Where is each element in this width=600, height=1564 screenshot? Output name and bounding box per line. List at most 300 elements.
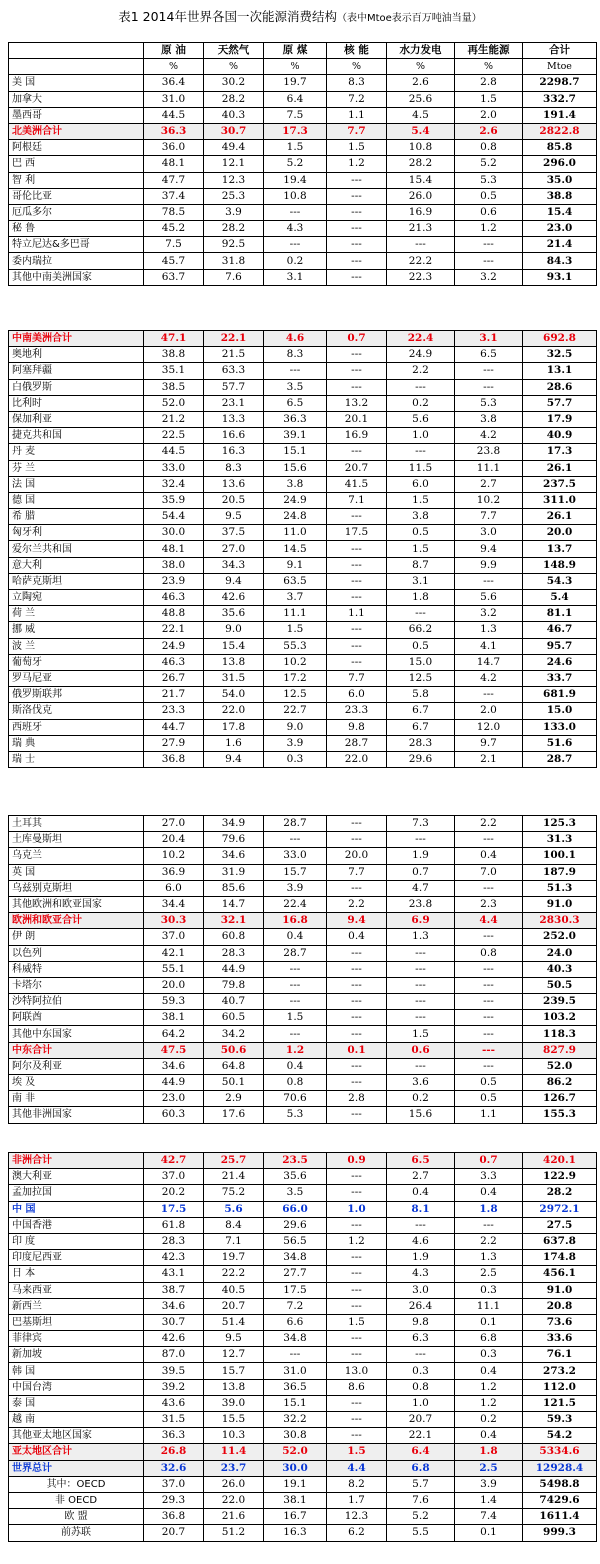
table-row (9, 347, 597, 363)
value-cell: --- (327, 1250, 387, 1266)
value-cell: 31.8 (204, 253, 264, 269)
value-cell: 3.3 (455, 1169, 523, 1185)
row-label: 瑞 士 (9, 751, 144, 767)
value-cell: 32.2 (264, 1412, 327, 1428)
value-cell: 12.1 (204, 156, 264, 172)
row-label: 阿联酋 (9, 1010, 144, 1026)
header-cell (9, 43, 144, 59)
value-cell: 34.9 (204, 816, 264, 832)
value-cell: 54.4 (144, 509, 204, 525)
value-cell: 14.7 (204, 896, 264, 912)
row-label: 菲律宾 (9, 1331, 144, 1347)
value-cell: 44.5 (144, 107, 204, 123)
value-cell: --- (327, 945, 387, 961)
total-cell: 125.3 (523, 816, 597, 832)
value-cell: 39.5 (144, 1363, 204, 1379)
row-label: 捷克共和国 (9, 428, 144, 444)
value-cell: --- (387, 237, 455, 253)
total-cell: 52.0 (523, 1058, 597, 1074)
total-cell: 420.1 (523, 1153, 597, 1169)
total-cell: 21.4 (523, 237, 597, 253)
row-label: 希 腊 (9, 509, 144, 525)
value-cell: 17.2 (264, 670, 327, 686)
header-cell: 原 煤 (264, 43, 327, 59)
table-block-europe (8, 330, 597, 768)
value-cell: 21.7 (144, 687, 204, 703)
row-label: 泰 国 (9, 1395, 144, 1411)
value-cell: --- (455, 880, 523, 896)
value-cell: --- (327, 444, 387, 460)
value-cell: 1.5 (387, 541, 455, 557)
value-cell: --- (455, 1010, 523, 1026)
header-cell: 原 油 (144, 43, 204, 59)
value-cell: --- (387, 606, 455, 622)
value-cell: 7.0 (455, 864, 523, 880)
value-cell: 40.7 (204, 994, 264, 1010)
value-cell: 7.4 (455, 1509, 523, 1525)
value-cell: 8.3 (204, 460, 264, 476)
value-cell: 0.8 (455, 140, 523, 156)
value-cell: 2.7 (387, 1169, 455, 1185)
total-cell: 28.6 (523, 379, 597, 395)
value-cell: 27.9 (144, 735, 204, 751)
value-cell: --- (264, 363, 327, 379)
value-cell: 2.9 (204, 1091, 264, 1107)
table-row (9, 670, 597, 686)
value-cell: 1.5 (327, 1314, 387, 1330)
value-cell: 26.7 (144, 670, 204, 686)
total-cell: 252.0 (523, 929, 597, 945)
value-cell: 12.5 (387, 670, 455, 686)
total-cell: 13.1 (523, 363, 597, 379)
table-row (9, 961, 597, 977)
value-cell: 20.1 (327, 411, 387, 427)
value-cell: 6.5 (387, 1153, 455, 1169)
table-row (9, 444, 597, 460)
table-row (9, 204, 597, 220)
total-row (9, 331, 597, 347)
value-cell: 20.7 (387, 1412, 455, 1428)
total-cell: 17.3 (523, 444, 597, 460)
value-cell: 0.7 (455, 1153, 523, 1169)
table-row (9, 1379, 597, 1395)
value-cell: 26.8 (144, 1444, 204, 1460)
total-cell: 86.2 (523, 1075, 597, 1091)
value-cell: 4.3 (387, 1266, 455, 1282)
value-cell: 61.8 (144, 1217, 204, 1233)
row-label: 巴 西 (9, 156, 144, 172)
table-row (9, 751, 597, 767)
value-cell: 8.3 (264, 347, 327, 363)
value-cell: 45.2 (144, 221, 204, 237)
value-cell: 78.5 (144, 204, 204, 220)
value-cell: 23.3 (144, 703, 204, 719)
value-cell: 9.4 (455, 541, 523, 557)
value-cell: 10.2 (264, 654, 327, 670)
value-cell: --- (327, 1185, 387, 1201)
total-cell: 54.3 (523, 573, 597, 589)
value-cell: 12.0 (455, 719, 523, 735)
value-cell: 31.0 (264, 1363, 327, 1379)
unit-cell: % (264, 59, 327, 75)
value-cell: 7.7 (327, 123, 387, 139)
header-cell: 天然气 (204, 43, 264, 59)
value-cell: 36.5 (264, 1379, 327, 1395)
value-cell: 6.0 (387, 476, 455, 492)
value-cell: 40.5 (204, 1282, 264, 1298)
total-cell: 103.2 (523, 1010, 597, 1026)
value-cell: 3.7 (264, 590, 327, 606)
row-label: 加拿大 (9, 91, 144, 107)
total-cell: 93.1 (523, 269, 597, 285)
table-row (9, 606, 597, 622)
row-label: 荷 兰 (9, 606, 144, 622)
value-cell: 11.4 (204, 1444, 264, 1460)
subtotal-row (9, 1492, 597, 1508)
header-cell: 再生能源 (455, 43, 523, 59)
value-cell: 32.1 (204, 913, 264, 929)
value-cell: --- (264, 237, 327, 253)
value-cell: --- (455, 687, 523, 703)
total-row (9, 913, 597, 929)
value-cell: --- (455, 977, 523, 993)
row-label: 白俄罗斯 (9, 379, 144, 395)
value-cell: --- (264, 961, 327, 977)
row-label: 丹 麦 (9, 444, 144, 460)
value-cell: 36.9 (144, 864, 204, 880)
value-cell: 0.5 (387, 638, 455, 654)
value-cell: 8.4 (204, 1217, 264, 1233)
table-row (9, 188, 597, 204)
value-cell: 22.0 (204, 1492, 264, 1508)
value-cell: 38.1 (264, 1492, 327, 1508)
value-cell: 1.4 (455, 1492, 523, 1508)
value-cell: 5.3 (455, 172, 523, 188)
total-cell: 31.3 (523, 832, 597, 848)
value-cell: 22.0 (327, 751, 387, 767)
table-row (9, 75, 597, 91)
row-label: 波 兰 (9, 638, 144, 654)
unit-cell: % (204, 59, 264, 75)
table-row (9, 687, 597, 703)
total-cell: 84.3 (523, 253, 597, 269)
value-cell: 36.3 (264, 411, 327, 427)
value-cell: --- (264, 832, 327, 848)
value-cell: 22.1 (204, 331, 264, 347)
value-cell: 24.9 (387, 347, 455, 363)
total-cell: 118.3 (523, 1026, 597, 1042)
total-cell: 73.6 (523, 1314, 597, 1330)
value-cell: 5.4 (387, 123, 455, 139)
value-cell: 4.2 (455, 670, 523, 686)
value-cell: 1.3 (455, 622, 523, 638)
value-cell: 16.7 (264, 1509, 327, 1525)
value-cell: 26.0 (204, 1476, 264, 1492)
value-cell: 36.3 (144, 123, 204, 139)
value-cell: 4.2 (455, 428, 523, 444)
value-cell: 79.6 (204, 832, 264, 848)
total-cell: 827.9 (523, 1042, 597, 1058)
value-cell: 25.6 (387, 91, 455, 107)
value-cell: --- (327, 1010, 387, 1026)
value-cell: 24.9 (264, 492, 327, 508)
total-cell: 191.4 (523, 107, 597, 123)
row-label: 沙特阿拉伯 (9, 994, 144, 1010)
table-row (9, 816, 597, 832)
row-label: 其他中南美洲国家 (9, 269, 144, 285)
total-cell: 17.9 (523, 411, 597, 427)
value-cell: --- (327, 172, 387, 188)
value-cell: 5.3 (264, 1107, 327, 1123)
row-label: 爱尔兰共和国 (9, 541, 144, 557)
row-label: 其他中东国家 (9, 1026, 144, 1042)
value-cell: 3.5 (264, 1185, 327, 1201)
total-cell: 5.4 (523, 590, 597, 606)
table-row (9, 1282, 597, 1298)
value-cell: 15.6 (387, 1107, 455, 1123)
value-cell: 15.0 (387, 654, 455, 670)
value-cell: 28.2 (204, 91, 264, 107)
value-cell: 34.6 (204, 848, 264, 864)
value-cell: 2.8 (455, 75, 523, 91)
value-cell: 7.7 (327, 864, 387, 880)
value-cell: 28.3 (204, 945, 264, 961)
value-cell: 0.1 (455, 1525, 523, 1541)
row-label: 厄瓜多尔 (9, 204, 144, 220)
value-cell: 42.3 (144, 1250, 204, 1266)
unit-cell: % (387, 59, 455, 75)
value-cell: --- (264, 1347, 327, 1363)
value-cell: 6.5 (455, 347, 523, 363)
total-cell: 999.3 (523, 1525, 597, 1541)
row-label: 中 国 (9, 1201, 144, 1217)
value-cell: 1.5 (387, 1026, 455, 1042)
value-cell: --- (387, 832, 455, 848)
value-cell: --- (327, 880, 387, 896)
value-cell: 43.6 (144, 1395, 204, 1411)
value-cell: 9.4 (327, 913, 387, 929)
value-cell: 19.7 (264, 75, 327, 91)
value-cell: 22.2 (387, 253, 455, 269)
unit-cell: % (455, 59, 523, 75)
row-label: 保加利亚 (9, 411, 144, 427)
value-cell: --- (327, 1075, 387, 1091)
value-cell: 3.0 (387, 1282, 455, 1298)
value-cell: 3.9 (204, 204, 264, 220)
value-cell: 20.7 (327, 460, 387, 476)
value-cell: 20.7 (144, 1525, 204, 1541)
value-cell: 2.2 (455, 1233, 523, 1249)
table-row (9, 719, 597, 735)
row-label: 斯洛伐克 (9, 703, 144, 719)
value-cell: 30.7 (144, 1314, 204, 1330)
value-cell: 43.1 (144, 1266, 204, 1282)
value-cell: 0.4 (327, 929, 387, 945)
value-cell: --- (455, 1026, 523, 1042)
value-cell: 0.9 (327, 1153, 387, 1169)
total-cell: 33.6 (523, 1331, 597, 1347)
value-cell: 11.1 (264, 606, 327, 622)
value-cell: 38.1 (144, 1010, 204, 1026)
value-cell: --- (455, 379, 523, 395)
table-row (9, 476, 597, 492)
value-cell: 0.2 (387, 395, 455, 411)
value-cell: --- (327, 1428, 387, 1444)
total-cell: 1611.4 (523, 1509, 597, 1525)
value-cell: 38.5 (144, 379, 204, 395)
value-cell: 6.6 (264, 1314, 327, 1330)
total-cell: 76.1 (523, 1347, 597, 1363)
value-cell: 7.7 (455, 509, 523, 525)
value-cell: 2.6 (455, 123, 523, 139)
value-cell: --- (327, 204, 387, 220)
row-label: 美 国 (9, 75, 144, 91)
value-cell: 35.9 (144, 492, 204, 508)
value-cell: --- (327, 1107, 387, 1123)
value-cell: 1.3 (455, 1250, 523, 1266)
value-cell: 6.3 (387, 1331, 455, 1347)
total-cell: 100.1 (523, 848, 597, 864)
value-cell: 85.6 (204, 880, 264, 896)
value-cell: 37.0 (144, 929, 204, 945)
table-row (9, 703, 597, 719)
value-cell: 28.3 (144, 1233, 204, 1249)
value-cell: 39.0 (204, 1395, 264, 1411)
value-cell: 15.6 (264, 460, 327, 476)
value-cell: 0.2 (387, 1091, 455, 1107)
total-cell: 24.0 (523, 945, 597, 961)
total-cell: 57.7 (523, 395, 597, 411)
value-cell: 28.7 (327, 735, 387, 751)
value-cell: 33.0 (144, 460, 204, 476)
value-cell: 1.9 (387, 848, 455, 864)
value-cell: 13.3 (204, 411, 264, 427)
row-label: 世界总计 (9, 1460, 144, 1476)
total-cell: 121.5 (523, 1395, 597, 1411)
value-cell: 17.8 (204, 719, 264, 735)
value-cell: 0.5 (387, 525, 455, 541)
value-cell: --- (327, 269, 387, 285)
total-cell: 33.7 (523, 670, 597, 686)
value-cell: 9.0 (204, 622, 264, 638)
table-row (9, 1233, 597, 1249)
value-cell: 13.0 (327, 1363, 387, 1379)
total-cell: 7429.6 (523, 1492, 597, 1508)
value-cell: --- (387, 1347, 455, 1363)
value-cell: --- (327, 237, 387, 253)
row-label: 马来西亚 (9, 1282, 144, 1298)
value-cell: 87.0 (144, 1347, 204, 1363)
value-cell: 0.5 (455, 1075, 523, 1091)
table-row (9, 1026, 597, 1042)
total-cell: 20.8 (523, 1298, 597, 1314)
value-cell: --- (327, 557, 387, 573)
row-label: 阿根廷 (9, 140, 144, 156)
value-cell: 3.1 (455, 331, 523, 347)
value-cell: 17.3 (264, 123, 327, 139)
value-cell: 21.6 (204, 1509, 264, 1525)
row-label: 比利时 (9, 395, 144, 411)
table-row (9, 1169, 597, 1185)
total-cell: 637.8 (523, 1233, 597, 1249)
table-row (9, 492, 597, 508)
value-cell: 66.0 (264, 1201, 327, 1217)
value-cell: 5.7 (387, 1476, 455, 1492)
value-cell: 36.8 (144, 751, 204, 767)
value-cell: --- (387, 444, 455, 460)
value-cell: --- (327, 1058, 387, 1074)
header-cell: 合计 (523, 43, 597, 59)
total-cell: 174.8 (523, 1250, 597, 1266)
row-label: 俄罗斯联邦 (9, 687, 144, 703)
value-cell: 2.2 (327, 896, 387, 912)
title-note: （表中Mtoe表示百万吨油当量） (336, 13, 482, 24)
value-cell: 13.6 (204, 476, 264, 492)
value-cell: 36.8 (144, 1509, 204, 1525)
table-row (9, 994, 597, 1010)
value-cell: 23.0 (144, 1091, 204, 1107)
value-cell: 7.5 (264, 107, 327, 123)
value-cell: 23.9 (144, 573, 204, 589)
row-label: 哈萨克斯坦 (9, 573, 144, 589)
value-cell: 22.4 (387, 331, 455, 347)
value-cell: 2.0 (455, 703, 523, 719)
value-cell: 1.5 (264, 1010, 327, 1026)
value-cell: 0.7 (387, 864, 455, 880)
value-cell: 30.8 (264, 1428, 327, 1444)
value-cell: 0.8 (387, 1379, 455, 1395)
table-row (9, 107, 597, 123)
value-cell: --- (455, 573, 523, 589)
value-cell: 63.5 (264, 573, 327, 589)
value-cell: 55.3 (264, 638, 327, 654)
table-row (9, 363, 597, 379)
value-cell: 34.4 (144, 896, 204, 912)
total-cell: 148.9 (523, 557, 597, 573)
value-cell: 2.7 (455, 476, 523, 492)
total-cell: 85.8 (523, 140, 597, 156)
value-cell: 54.0 (204, 687, 264, 703)
row-label: 哥伦比亚 (9, 188, 144, 204)
row-label: 非洲合计 (9, 1153, 144, 1169)
value-cell: 64.2 (144, 1026, 204, 1042)
value-cell: 1.1 (327, 107, 387, 123)
total-cell: 50.5 (523, 977, 597, 993)
value-cell: --- (327, 1347, 387, 1363)
value-cell: 13.8 (204, 1379, 264, 1395)
table-row (9, 1412, 597, 1428)
value-cell: 2.5 (455, 1460, 523, 1476)
value-cell: 26.0 (387, 188, 455, 204)
table-row (9, 1298, 597, 1314)
value-cell: 16.3 (264, 1525, 327, 1541)
unit-row (9, 59, 597, 75)
value-cell: 0.4 (455, 1185, 523, 1201)
total-row (9, 1460, 597, 1476)
total-cell: 38.8 (523, 188, 597, 204)
table-row (9, 253, 597, 269)
value-cell: --- (387, 379, 455, 395)
value-cell: --- (387, 1010, 455, 1026)
value-cell: 23.5 (264, 1153, 327, 1169)
total-cell: 2830.3 (523, 913, 597, 929)
value-cell: --- (264, 1026, 327, 1042)
row-label: 欧 盟 (9, 1509, 144, 1525)
value-cell: --- (327, 253, 387, 269)
table-row (9, 1428, 597, 1444)
value-cell: 37.4 (144, 188, 204, 204)
table-row (9, 269, 597, 285)
